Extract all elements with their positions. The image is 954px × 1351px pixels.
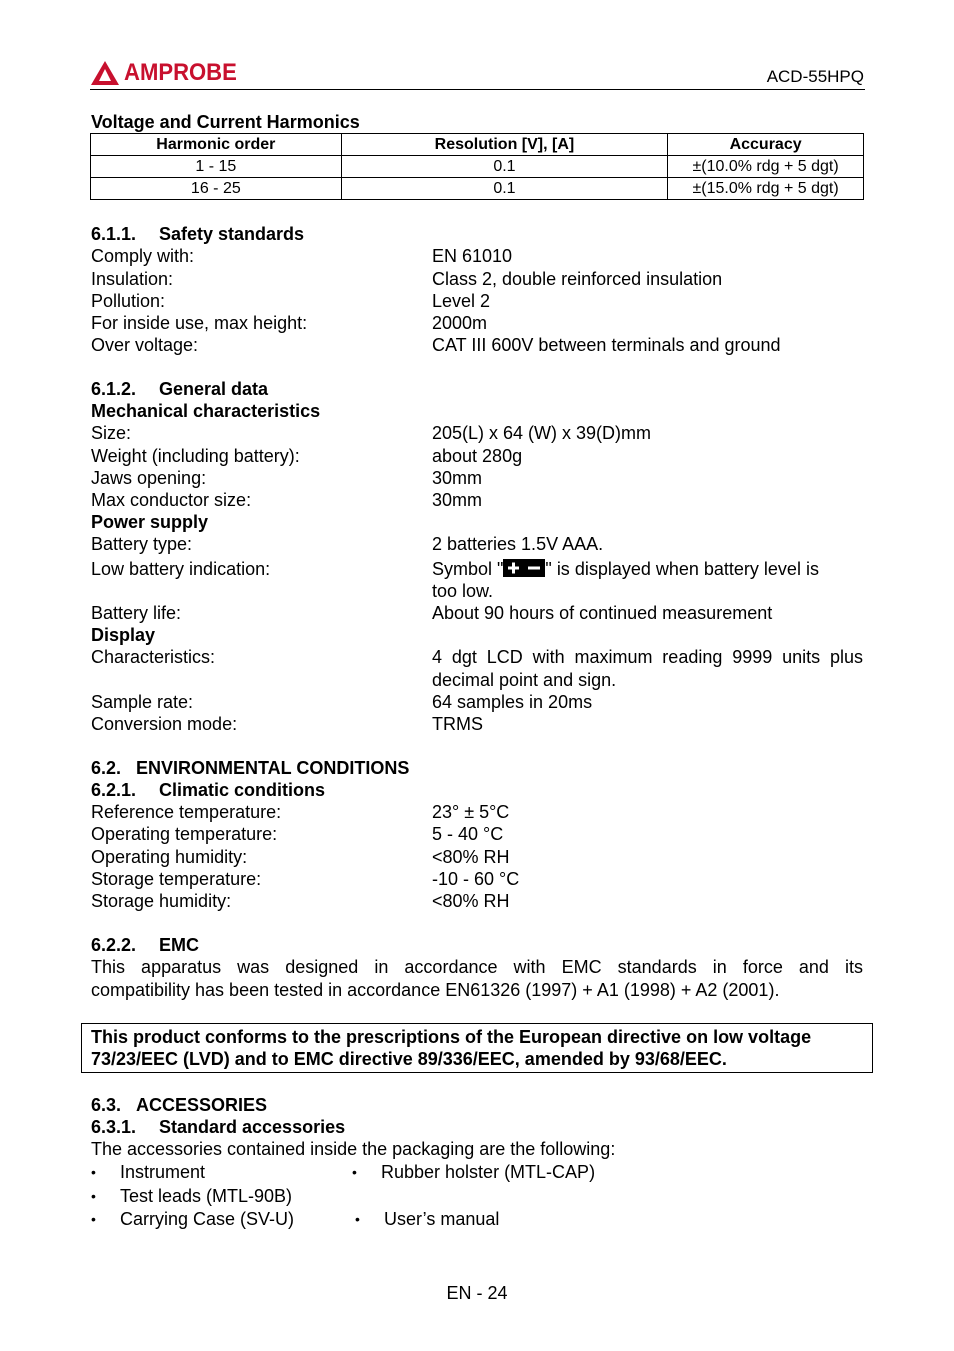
climatic-heading: 6.2.1. Climatic conditions (91, 780, 326, 800)
logo-text: AMPROBE (124, 59, 237, 86)
low-battery-text: Symbol " " is displayed when battery level is (432, 559, 819, 579)
accessories-intro: The accessories contained inside the packaging are the following: (91, 1139, 616, 1159)
column-header: Resolution [V], [A] (341, 134, 668, 156)
spec-row: Storage temperature: -10 - 60 °C (91, 869, 520, 889)
spec-row: Weight (including battery): about 280g (91, 446, 523, 466)
harmonics-table (90, 133, 864, 200)
table-row (91, 178, 864, 200)
spec-row: Characteristics: 4 dgt LCD with maximum reading 9999 units plus (91, 647, 863, 667)
standard-accessories-heading: 6.3.1. Standard accessories (91, 1117, 346, 1137)
spec-row: For inside use, max height: 2000m (91, 313, 488, 333)
spec-row: Operating humidity: <80% RH (91, 847, 510, 867)
table-cell: 0.1 (341, 178, 668, 200)
table-row (91, 156, 864, 178)
table-cell: ±(10.0% rdg + 5 dgt) (668, 156, 864, 178)
emc-paragraph-line: This apparatus was designed in accordance with EMC standards in force and its (91, 957, 863, 977)
environment-heading: 6.2. ENVIRONMENTAL CONDITIONS (91, 758, 410, 778)
spec-row: Low battery indication: Symbol " " is displayed when battery level is (91, 559, 819, 579)
spec-row: Jaws opening: 30mm (91, 468, 483, 488)
model-number: ACD-55HPQ (766, 67, 864, 86)
table-cell: 16 - 25 (91, 178, 342, 200)
emc-heading: 6.2.2. EMC (91, 935, 199, 955)
header-divider (90, 89, 865, 90)
spec-row: Battery life: About 90 hours of continued measurement (91, 603, 773, 623)
table-cell: 0.1 (341, 156, 668, 178)
spec-row: Size: 205(L) x 64 (W) x 39(D)mm (91, 423, 652, 443)
mechanical-title: Mechanical characteristics (91, 401, 321, 421)
table-header-row (91, 134, 864, 156)
spec-row: Storage humidity: <80% RH (91, 891, 510, 911)
spec-row: Conversion mode: TRMS (91, 714, 483, 734)
conformity-notice-box (81, 1023, 873, 1073)
spec-row: Max conductor size: 30mm (91, 490, 483, 510)
spec-row: Over voltage: CAT III 600V between terminals and ground (91, 335, 781, 355)
column-header: Accuracy (668, 134, 864, 156)
emc-paragraph-line: compatibility has been tested in accordance EN61326 (1997) + A1 (1998) + A2 (2001). (91, 980, 780, 1000)
spec-row: Pollution: Level 2 (91, 291, 491, 311)
spec-row: Comply with: EN 61010 (91, 246, 513, 266)
spec-row: Reference temperature: 23° ± 5°C (91, 802, 510, 822)
conformity-notice: This product conforms to the prescriptions of the European directive on low voltage 73/23/EEC (LVD) and to EMC directive 89/336/EEC, amended by 93/68/EEC. (91, 1027, 812, 1069)
warning-triangle-icon (90, 60, 120, 86)
safety-heading: 6.1.1. Safety standards (91, 224, 305, 244)
power-title: Power supply (91, 512, 209, 532)
spec-row: Sample rate: 64 samples in 20ms (91, 692, 593, 712)
spec-row: Battery type: 2 batteries 1.5V AAA. (91, 534, 604, 554)
harmonics-title: Voltage and Current Harmonics (91, 112, 360, 132)
spec-row-continued: too low. (432, 581, 494, 601)
spec-row: Insulation: Class 2, double reinforced insulation (91, 269, 723, 289)
display-title: Display (91, 625, 156, 645)
low-battery-icon (503, 559, 545, 577)
table-cell: 1 - 15 (91, 156, 342, 178)
general-heading: 6.1.2. General data (91, 379, 269, 399)
amprobe-logo (90, 58, 247, 88)
spec-row: Operating temperature: 5 - 40 °C (91, 824, 504, 844)
column-header: Harmonic order (91, 134, 342, 156)
accessories-heading: 6.3. ACCESSORIES (91, 1095, 268, 1115)
table-cell: ±(15.0% rdg + 5 dgt) (668, 178, 864, 200)
page-number: EN - 24 (446, 1283, 508, 1303)
spec-row-continued: decimal point and sign. (432, 670, 617, 690)
